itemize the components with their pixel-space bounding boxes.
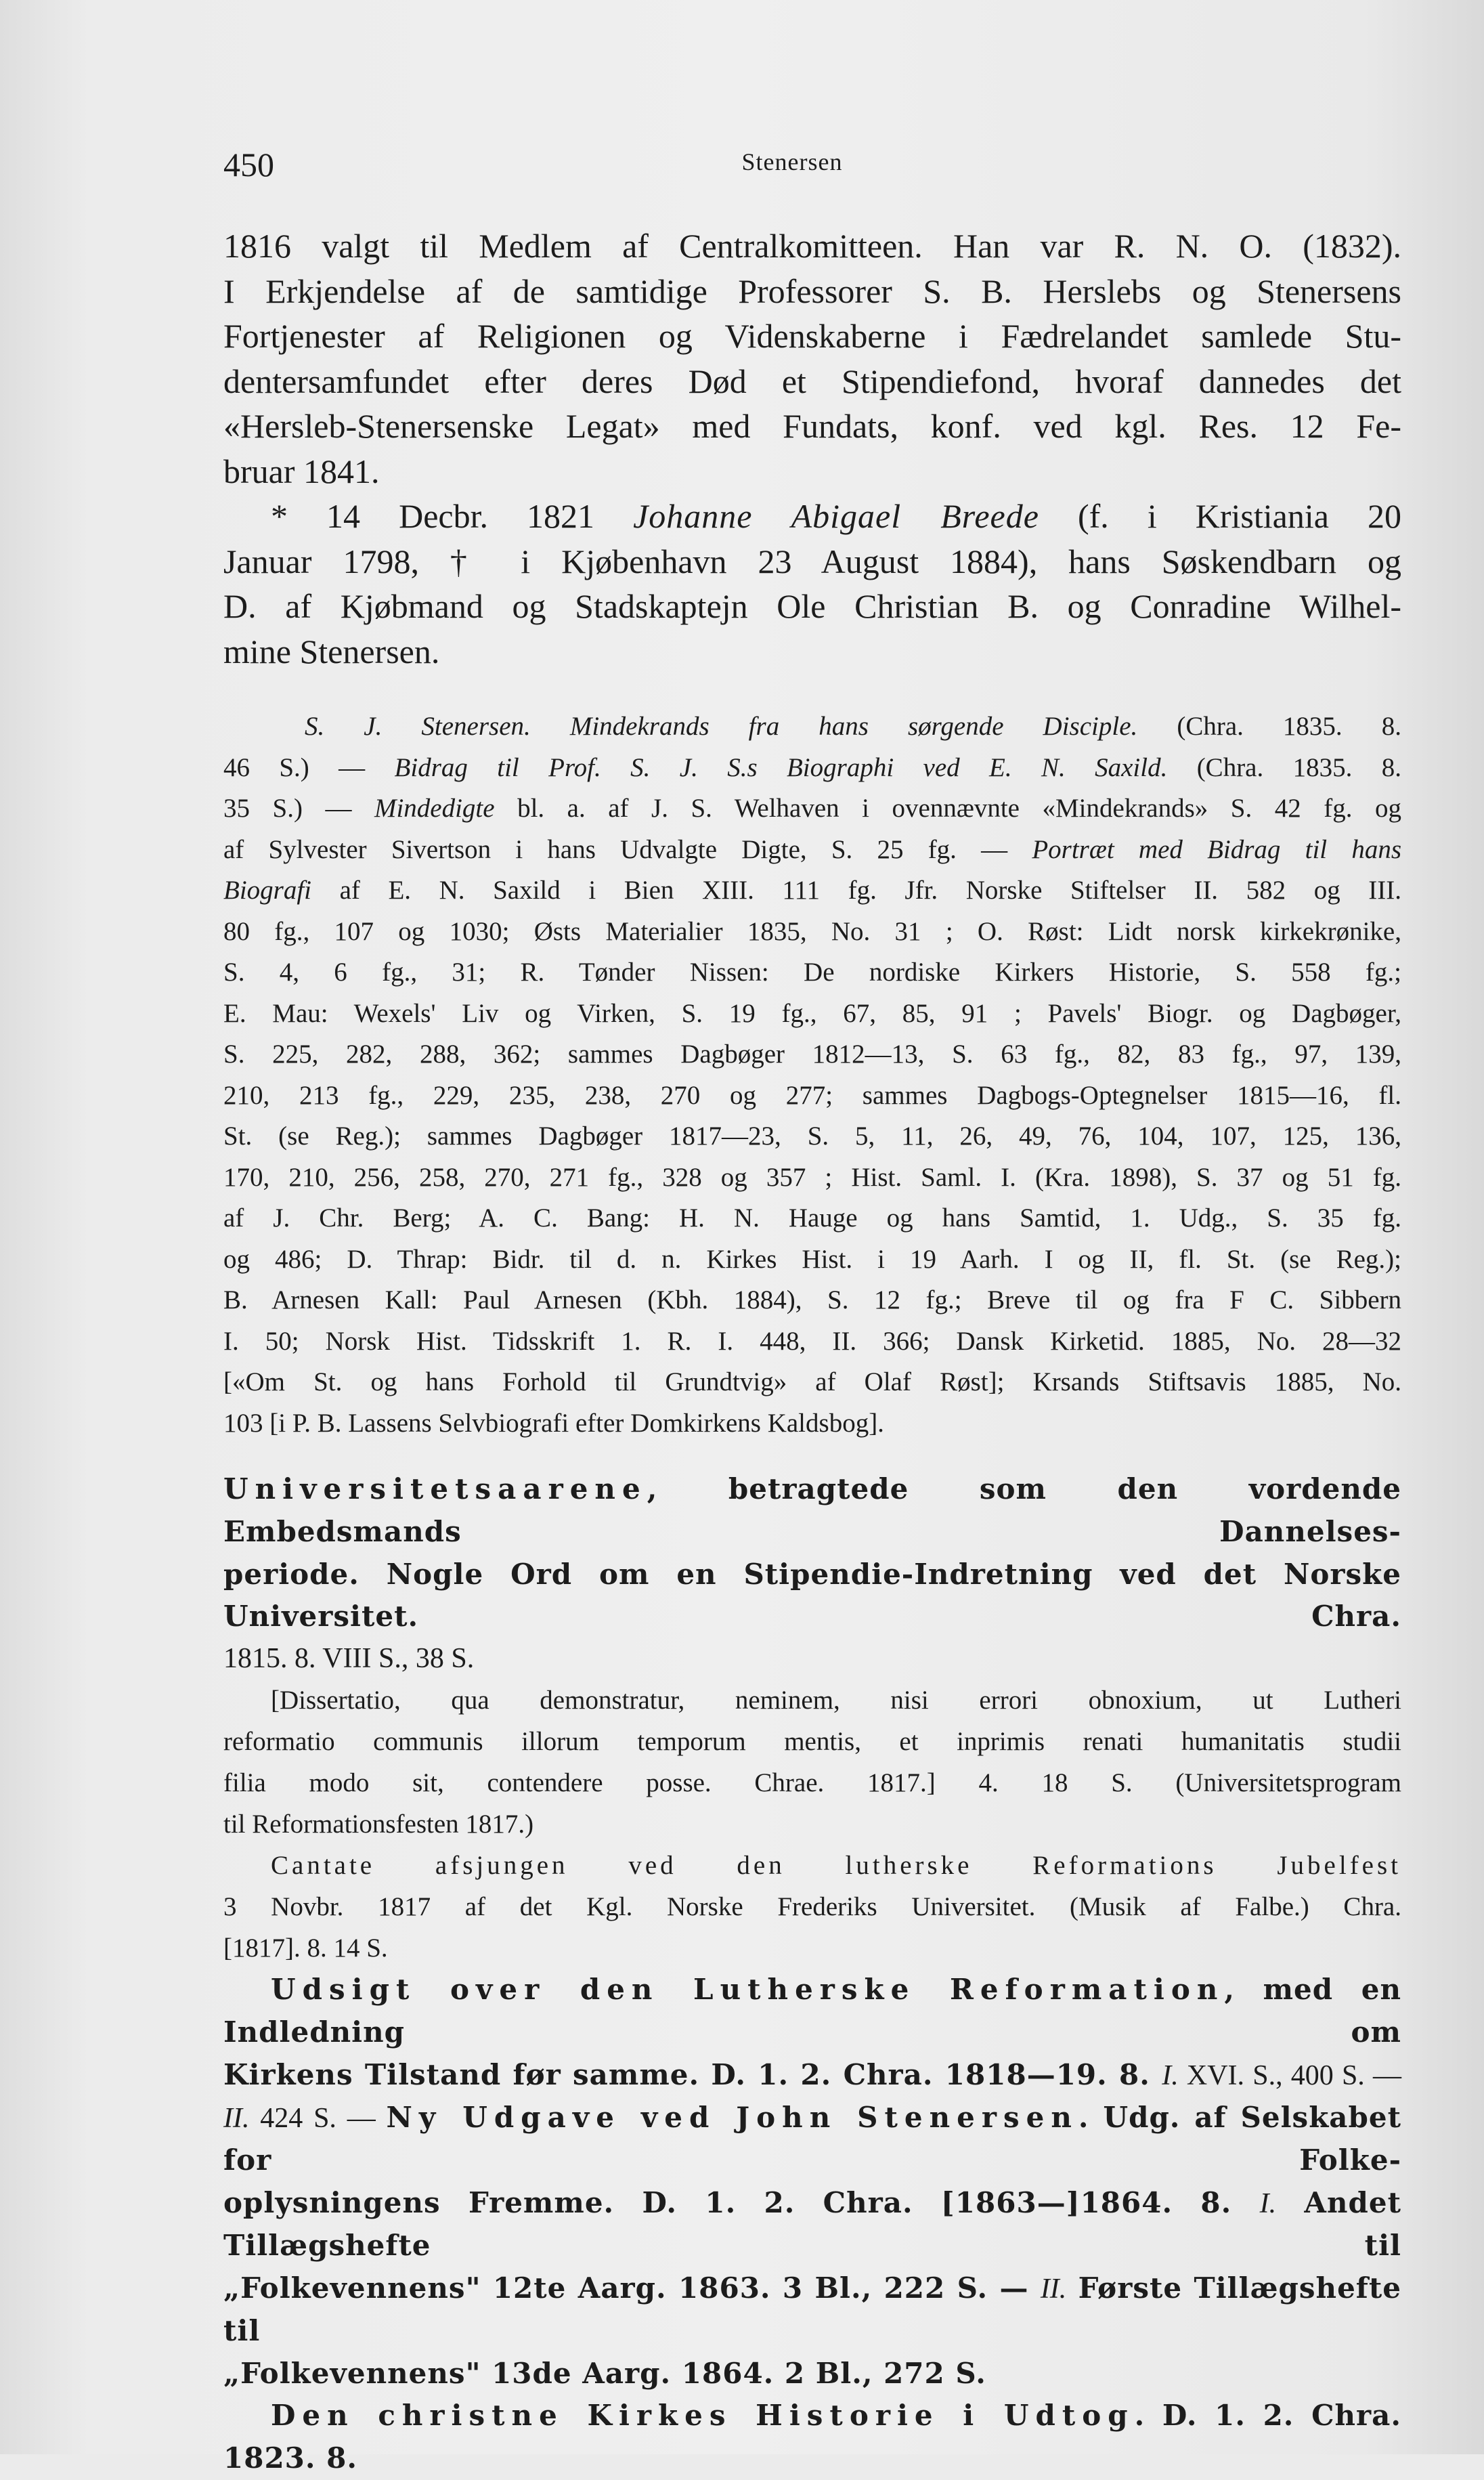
work-text: 424 S. —: [249, 2103, 387, 2134]
work-subtitle: , med en Indledning om: [223, 1973, 1402, 2049]
edition-title: Ny Udgave ved John Stenersen: [386, 2101, 1078, 2134]
note-line: af J. Chr. Berg; A. C. Bang: H. N. Hauge og hans Samtid, 1. Udg., S. 35 fg.: [223, 1203, 1401, 1233]
note-title: Bidrag til Prof. S. J. S.s Biographi ved E. N. Saxild.: [394, 752, 1168, 782]
note-line: B. Arnesen Kall: Paul Arnesen (Kbh. 1884), S. 12 fg.; Breve til og fra F C. Sibbern: [223, 1285, 1401, 1314]
work-text: XVI. S., 400 S. —: [1178, 2060, 1401, 2091]
work-note-line: filia modo sit, contendere posse. Chrae. 1817.] 4. 18 S. (Universitetsprogram: [223, 1768, 1401, 1797]
volume-label: I.: [1259, 2188, 1277, 2219]
work-note-line: til Reformationsfesten 1817.): [223, 1810, 534, 1839]
text-line: dentersamfundet efter deres Død et Stipendiefond, hvoraf dannedes det: [223, 362, 1401, 400]
note-line: og 486; D. Thrap: Bidr. til d. n. Kirkes Hist. i 19 Aarh. I og II, fl. St. (se Reg.);: [223, 1244, 1401, 1274]
volume-label: I.: [1162, 2060, 1179, 2091]
note-line: [«Om St. og hans Forhold til Grundtvig» af Olaf Røst]; Krsands Stiftsavis 1885, No.: [223, 1367, 1401, 1396]
note-text: af Sylvester Sivertson i hans Udvalgte Digte, S. 25 fg. —: [223, 834, 1032, 864]
work-note-line: 3 Novbr. 1817 af det Kgl. Norske Frederiks Universitet. (Musik af Falbe.) Chra.: [223, 1892, 1401, 1921]
note-line: 80 fg., 107 og 1030; Østs Materialier 1835, No. 31 ; O. Røst: Lidt norsk kirkekrønike,: [223, 916, 1401, 946]
marriage-date: * 14 Decbr. 1821: [271, 497, 634, 535]
biography-text: [223, 223, 1401, 674]
note-line: [223, 830, 1401, 871]
volume-label: II.: [1040, 2273, 1067, 2305]
note-text: (Chra. 1835. 8.: [1167, 752, 1401, 782]
note-title: Mindedigte: [374, 794, 495, 823]
work-entry-line: [223, 2267, 1401, 2353]
note-line: S. 225, 282, 288, 362; sammes Dagbøger 1812—13, S. 63 fg., 82, 83 fg., 97, 139,: [223, 1040, 1401, 1069]
work-text: „Folkevennens" 12te Aarg. 1863. 3 Bl., 222 S. —: [223, 2271, 1041, 2305]
work-entry-line: [223, 2054, 1401, 2097]
work-subtitle: . D. 1. 2. Chra. 1823. 8.: [223, 2399, 1401, 2475]
note-line: 103 [i P. B. Lassens Selvbiografi efter Domkirkens Kaldsbog].: [223, 1408, 884, 1438]
work-entry-line: „Folkevennens" 13de Aarg. 1864. 2 Bl., 272 S.: [223, 2357, 986, 2390]
page-number: 450: [223, 146, 274, 184]
note-title: Biografi: [223, 876, 312, 905]
spouse-name: Johanne Abigael Breede: [633, 497, 1039, 535]
work-title: Den christne Kirkes Historie i Udtog: [271, 2399, 1135, 2432]
page-content: [223, 223, 1401, 2480]
work-entry-line: [223, 2182, 1401, 2267]
text-line: D. af Kjøbmand og Stadskaptejn Ole Christian B. og Conradine Wilhel-: [223, 587, 1401, 625]
text-line: I Erkjendelse af de samtidige Professorer S. B. Herslebs og Stenersens: [223, 272, 1401, 310]
work-entry-line: [223, 2097, 1401, 2182]
note-line: [223, 748, 1401, 789]
work-text: oplysningens Fremme. D. 1. 2. Chra. [1863—]1864. 8.: [223, 2186, 1260, 2219]
work-text: . Udg. af Selskabet for Folke-: [223, 2101, 1402, 2177]
work-entry-line: [223, 1969, 1401, 2054]
note-line: St. (se Reg.); sammes Dagbøger 1817—23, S. 5, 11, 26, 49, 76, 104, 107, 125, 136,: [223, 1121, 1401, 1151]
note-line: [223, 870, 1401, 912]
note-line: 210, 213 fg., 229, 235, 238, 270 og 277; sammes Dagbogs-Optegnelser 1815—16, fl.: [223, 1080, 1401, 1110]
note-text: 46 S.) —: [223, 752, 395, 782]
note-line: I. 50; Norsk Hist. Tidsskrift 1. R. I. 448, II. 366; Dansk Kirketid. 1885, No. 28—32: [223, 1326, 1401, 1356]
work-entry-line: 1815. 8. VIII S., 38 S.: [223, 1643, 475, 1674]
volume-label: II.: [223, 2103, 250, 2134]
note-title: Portræt med Bidrag til hans: [1032, 834, 1401, 864]
work-title: Universitetsaarene: [223, 1472, 647, 1505]
works-list: [223, 1468, 1401, 2480]
work-title: Udsigt over den Lutherske Reformation: [271, 1973, 1225, 2006]
text-line: Januar 1798, † i Kjøbenhavn 23 August 1884), hans Søskendbarn og: [223, 542, 1401, 580]
note-line: [223, 706, 1401, 748]
note-line: E. Mau: Wexels' Liv og Virken, S. 19 fg., 67, 85, 91 ; Pavels' Biogr. og Dagbøger,: [223, 998, 1401, 1028]
work-text: Kirkens Tilstand før samme. D. 1. 2. Chra. 1818—19. 8.: [223, 2058, 1162, 2091]
bibliography-notes: [223, 706, 1401, 1444]
text-line: 1816 valgt til Medlem af Centralkomitteen. Han var R. N. O. (1832).: [223, 227, 1401, 265]
text-line: Fortjenester af Religionen og Videnskaberne i Fædrelandet samlede Stu-: [223, 317, 1401, 355]
work-entry-line: [223, 2395, 1401, 2480]
note-line: 170, 210, 256, 258, 270, 271 fg., 328 og 357 ; Hist. Saml. I. (Kra. 1898), S. 37 og 51 fg.: [223, 1162, 1401, 1192]
note-text: bl. a. af J. S. Welhaven i ovennævnte «Mindekrands» S. 42 fg. og: [494, 794, 1401, 823]
running-head: Stenersen: [741, 148, 843, 175]
page-header: [217, 135, 1368, 184]
work-note-line: Cantate afsjungen ved den lutherske Reformations Jubelfest: [271, 1851, 1401, 1880]
marriage-line: [223, 494, 1401, 539]
work-note-line: reformatio communis illorum temporum mentis, et inprimis renati humanitatis studii: [223, 1727, 1401, 1756]
text-line: mine Stenersen.: [223, 632, 440, 670]
work-note-line: [1817]. 8. 14 S.: [223, 1933, 388, 1963]
work-text: Andet Tillægshefte til: [223, 2186, 1402, 2262]
work-text: Første Tillægshefte til: [223, 2271, 1401, 2347]
work-note: [223, 1680, 1401, 1969]
note-title: S. J. Stenersen. Mindekrands fra hans sørgende Disciple.: [305, 712, 1138, 741]
note-line: [223, 788, 1401, 830]
note-text: af E. N. Saxild i Bien XIII. 111 fg. Jfr. Norske Stiftelser II. 582 og III.: [311, 876, 1401, 905]
note-text: 35 S.) —: [223, 794, 374, 823]
text-line: «Hersleb-Stenersenske Legat» med Fundats, konf. ved kgl. Res. 12 Fe-: [223, 407, 1401, 445]
text-line: bruar 1841.: [223, 452, 380, 490]
note-line: S. 4, 6 fg., 31; R. Tønder Nissen: De nordiske Kirkers Historie, S. 558 fg.;: [223, 958, 1401, 987]
work-subtitle: , betragtede som den vordende Embedsmands Dannelses-: [223, 1472, 1401, 1548]
note-text: (Chra. 1835. 8.: [1137, 712, 1401, 741]
marriage-birth: (f. i Kristiania 20: [1039, 497, 1401, 535]
work-entry-line: periode. Nogle Ord om en Stipendie-Indretning ved det Norske Universitet. Chra.: [223, 1558, 1401, 1633]
work-entry-line: [223, 1468, 1401, 1554]
work-note-line: [Dissertatio, qua demonstratur, neminem, nisi errori obnoxium, ut Lutheri: [271, 1686, 1401, 1715]
